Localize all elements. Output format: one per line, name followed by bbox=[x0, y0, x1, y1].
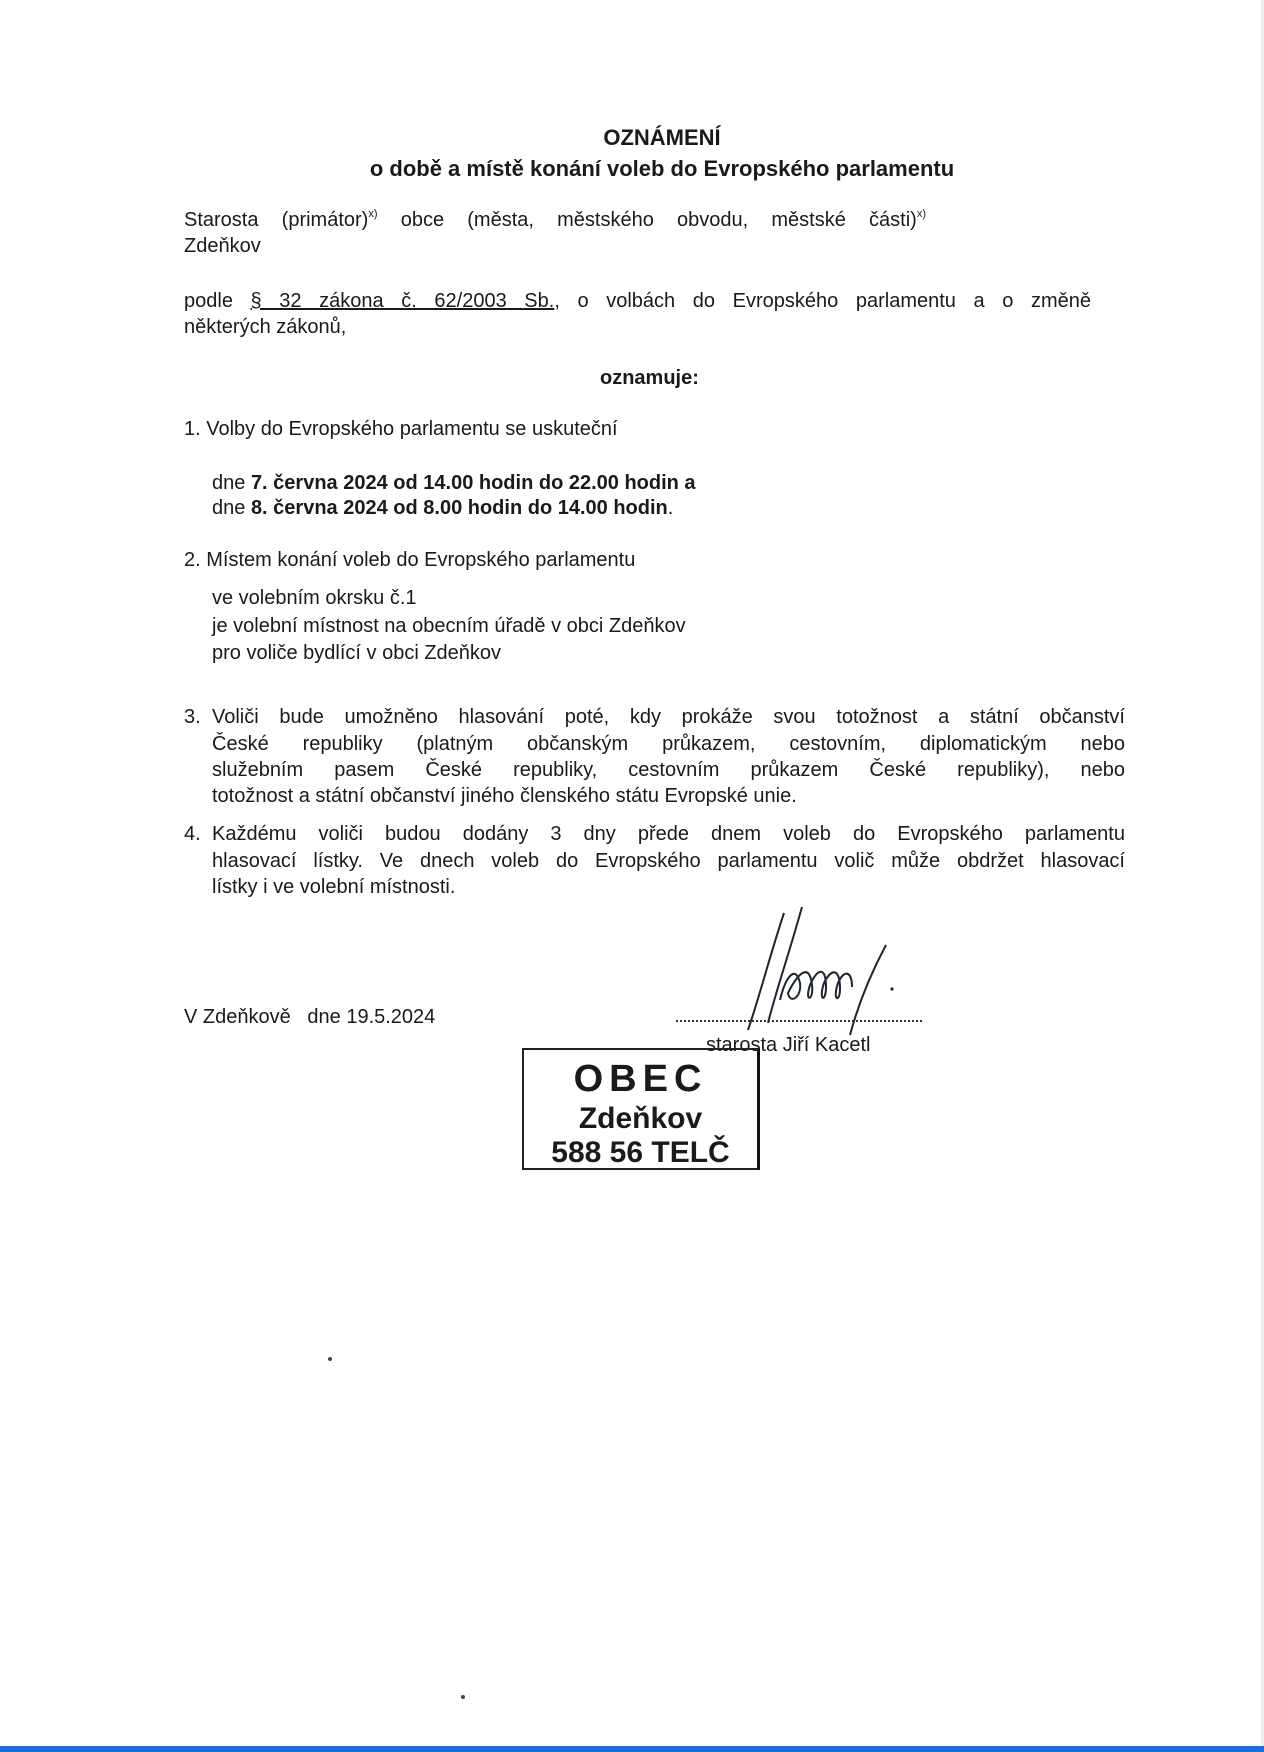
item-3-line-3: služebním pasem České republiky, cestovním průkazem České republiky), nebo bbox=[212, 759, 1125, 781]
signature bbox=[740, 905, 960, 1045]
item-3-number: 3. bbox=[184, 706, 201, 728]
item-3-line-1: Voliči bude umožněno hlasování poté, kdy prokáže svou totožnost a státní občanství bbox=[212, 706, 1125, 728]
intro-text-a: Starosta (primátor) bbox=[184, 209, 369, 231]
item-4-number: 4. bbox=[184, 823, 201, 845]
stamp-line-3: 588 56 TELČ bbox=[551, 1136, 730, 1169]
municipality-name: Zdeňkov bbox=[184, 235, 261, 257]
item-2-heading: 2. Místem konání voleb do Evropského parlamentu bbox=[184, 549, 636, 571]
date-2-end: . bbox=[667, 497, 674, 519]
scan-border bbox=[0, 1746, 1264, 1752]
item-2-line-3: pro voliče bydlící v obci Zdeňkov bbox=[212, 642, 502, 664]
date-2-prefix: dne bbox=[212, 497, 251, 519]
item-3-line-2: České republiky (platným občanským průkazem, cestovním, diplomatickým nebo bbox=[212, 733, 1125, 755]
intro-text-b: obce (města, městského obvodu, městské části) bbox=[377, 209, 917, 231]
item-1-date-1 bbox=[212, 472, 696, 495]
document-subtitle: o době a místě konání voleb do Evropského parlamentu bbox=[369, 156, 955, 181]
official-stamp bbox=[522, 1048, 760, 1170]
scan-speck bbox=[328, 1357, 332, 1361]
item-4-line-1: Každému voliči budou dodány 3 dny přede dnem voleb do Evropského parlamentu bbox=[212, 823, 1125, 845]
intro-line-1 bbox=[184, 208, 926, 232]
date-2-value: 8. června 2024 od 8.00 hodin do 14.00 hodin bbox=[250, 497, 668, 519]
item-4-line-2: hlasovací lístky. Ve dnech voleb do Evropského parlamentu volič může obdržet hlasovací bbox=[212, 850, 1125, 872]
announces-heading: oznamuje: bbox=[600, 367, 699, 389]
scan-speck bbox=[461, 1695, 465, 1699]
stamp-line-1: OBEC bbox=[573, 1058, 708, 1100]
law-line-1 bbox=[184, 290, 1091, 313]
signer-name: starosta Jiří Kacetl bbox=[706, 1034, 871, 1056]
date-1-prefix: dne bbox=[212, 472, 251, 494]
law-prefix: podle bbox=[184, 290, 251, 312]
stamp-line-2: Zdeňkov bbox=[578, 1102, 703, 1135]
law-suffix: , o volbách do Evropského parlamentu a o změně bbox=[554, 290, 1092, 312]
signature-line bbox=[676, 1008, 922, 1022]
item-2-line-1: ve volebním okrsku č.1 bbox=[212, 587, 417, 609]
law-line-2: některých zákonů, bbox=[184, 316, 347, 338]
item-3-line-4: totožnost a státní občanství jiného členského státu Evropské unie. bbox=[212, 785, 797, 807]
item-2-line-2: je volební místnost na obecním úřadě v obci Zdeňkov bbox=[212, 615, 686, 637]
law-reference: § 32 zákona č. 62/2003 Sb. bbox=[250, 290, 555, 312]
footnote-mark: x) bbox=[368, 208, 378, 220]
footnote-mark-2: x) bbox=[916, 208, 926, 220]
item-1-date-2 bbox=[212, 497, 673, 520]
item-1-heading: 1. Volby do Evropského parlamentu se uskuteční bbox=[184, 418, 618, 440]
item-4-line-3: lístky i ve volební místnosti. bbox=[212, 876, 456, 898]
place-and-date: V Zdeňkově dne 19.5.2024 bbox=[184, 1006, 436, 1028]
date-1-value: 7. června 2024 od 14.00 hodin do 22.00 hodin a bbox=[250, 472, 696, 494]
document-title: OZNÁMENÍ bbox=[603, 125, 721, 150]
